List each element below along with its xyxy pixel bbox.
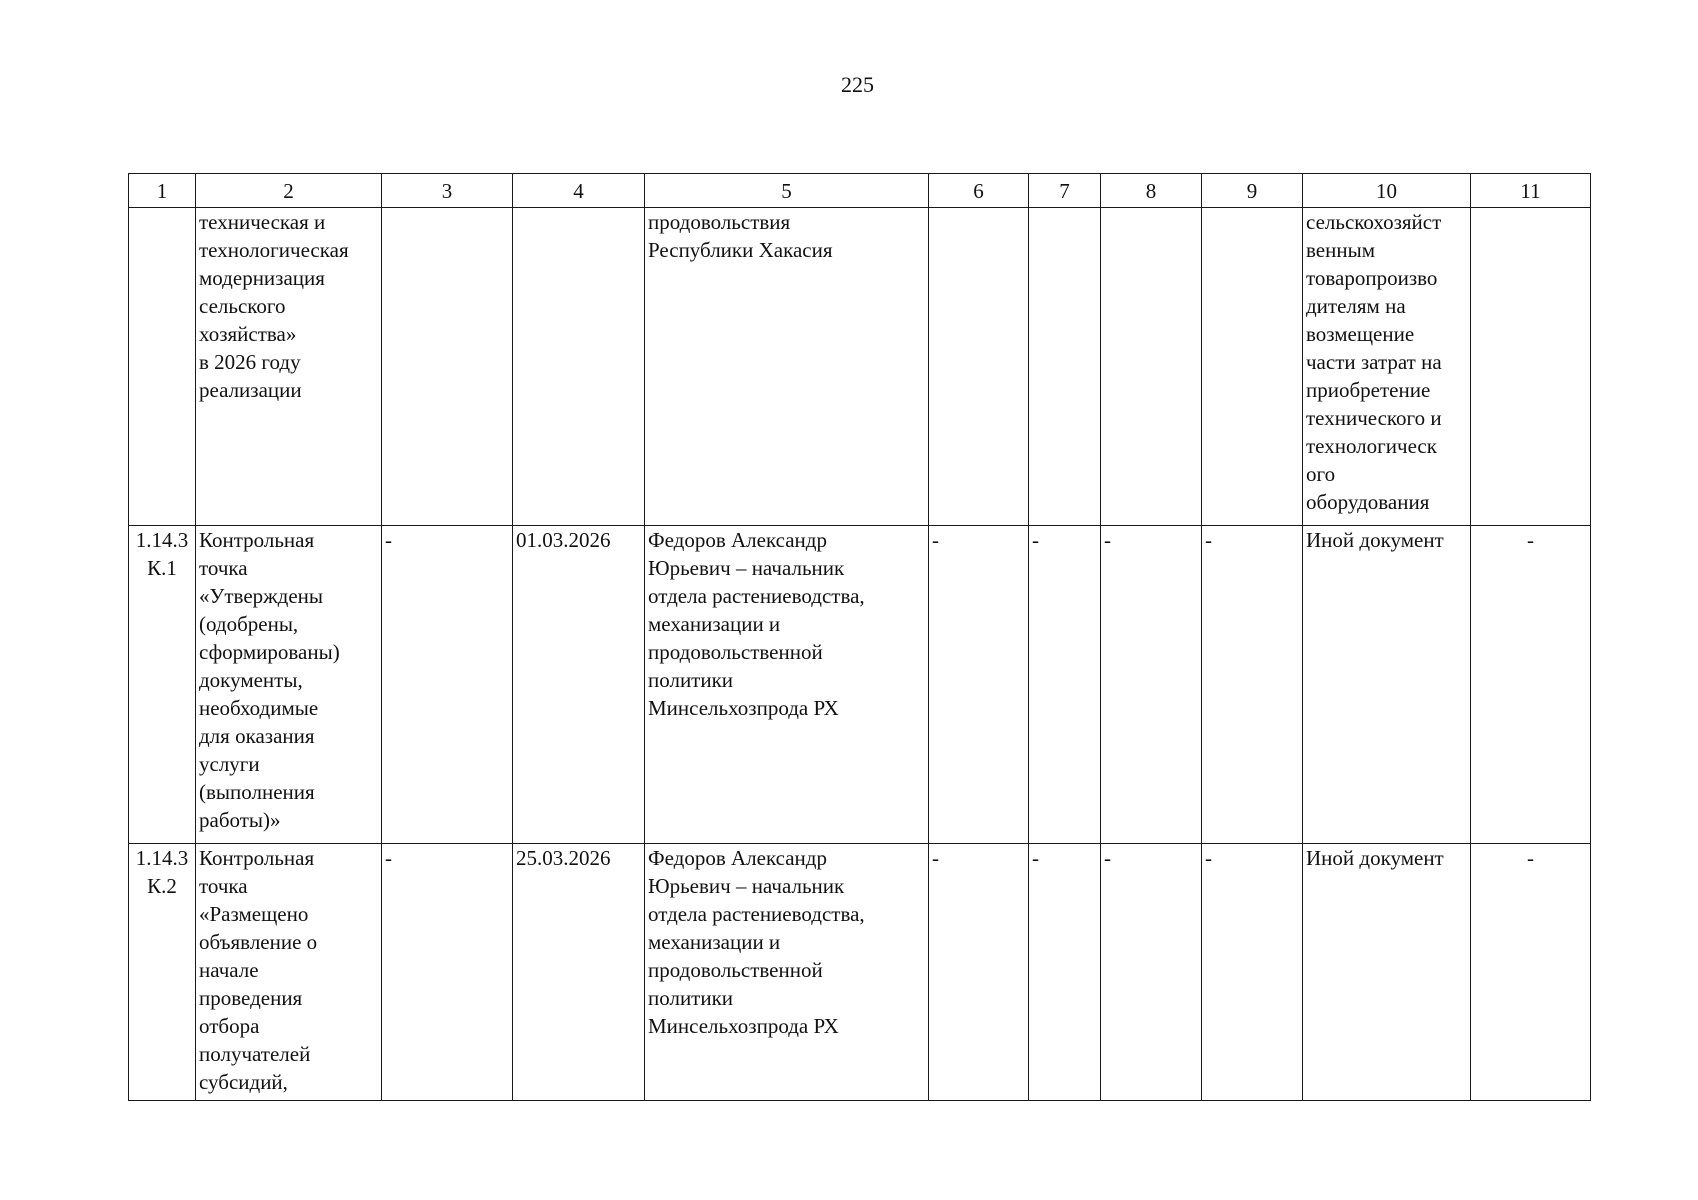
- table-row: [129, 526, 1591, 844]
- cell-col11: -: [1471, 844, 1591, 1101]
- cell-col11: [1471, 208, 1591, 526]
- page-number: 225: [841, 72, 874, 97]
- cell-col7: -: [1029, 526, 1101, 844]
- column-header: 4: [513, 174, 645, 208]
- cell-col3: [382, 208, 513, 526]
- cell-name: Контрольная точка «Утверждены (одобрены, сформированы) документы, необходимые для оказания услуги (выполнения работы)»: [196, 526, 382, 844]
- cell-col3: -: [382, 526, 513, 844]
- cell-col9: -: [1202, 844, 1303, 1101]
- cell-code: [129, 208, 196, 526]
- cell-responsible: Федоров Александр Юрьевич – начальник отдела растениеводства, механизации и продовольственной политики Минсельхозпрода РХ: [645, 844, 929, 1101]
- column-header: 10: [1303, 174, 1471, 208]
- cell-col8: [1101, 208, 1202, 526]
- cell-col6: -: [929, 844, 1029, 1101]
- cell-code: 1.14.3 К.1: [129, 526, 196, 844]
- column-header: 11: [1471, 174, 1591, 208]
- cell-col3: -: [382, 844, 513, 1101]
- column-header: 3: [382, 174, 513, 208]
- column-header: 2: [196, 174, 382, 208]
- cell-date: [513, 208, 645, 526]
- cell-document: Иной документ: [1303, 844, 1471, 1101]
- cell-responsible: Федоров Александр Юрьевич – начальник отдела растениеводства, механизации и продовольственной политики Минсельхозпрода РХ: [645, 526, 929, 844]
- cell-col6: [929, 208, 1029, 526]
- column-header: 7: [1029, 174, 1101, 208]
- cell-date: 25.03.2026: [513, 844, 645, 1101]
- cell-col7: -: [1029, 844, 1101, 1101]
- table-header-row: [129, 174, 1591, 208]
- cell-code: 1.14.3 К.2: [129, 844, 196, 1101]
- cell-responsible: продовольствия Республики Хакасия: [645, 208, 929, 526]
- cell-document: Иной документ: [1303, 526, 1471, 844]
- cell-document: сельскохозяйст венным товаропроизво дителям на возмещение части затрат на приобретение технического и технологическ ого оборудования: [1303, 208, 1471, 526]
- cell-col11: -: [1471, 526, 1591, 844]
- cell-col9: [1202, 208, 1303, 526]
- cell-col8: -: [1101, 526, 1202, 844]
- cell-date: 01.03.2026: [513, 526, 645, 844]
- column-header: 8: [1101, 174, 1202, 208]
- cell-col7: [1029, 208, 1101, 526]
- cell-col6: -: [929, 526, 1029, 844]
- table-row: [129, 844, 1591, 1101]
- data-table: [128, 173, 1591, 1101]
- cell-name: техническая и технологическая модернизация сельского хозяйства» в 2026 году реализации: [196, 208, 382, 526]
- column-header: 9: [1202, 174, 1303, 208]
- column-header: 6: [929, 174, 1029, 208]
- column-header: 1: [129, 174, 196, 208]
- table-row: [129, 208, 1591, 526]
- cell-col9: -: [1202, 526, 1303, 844]
- cell-name: Контрольная точка «Размещено объявление о начале проведения отбора получателей субсидий,: [196, 844, 382, 1101]
- column-header: 5: [645, 174, 929, 208]
- cell-col8: -: [1101, 844, 1202, 1101]
